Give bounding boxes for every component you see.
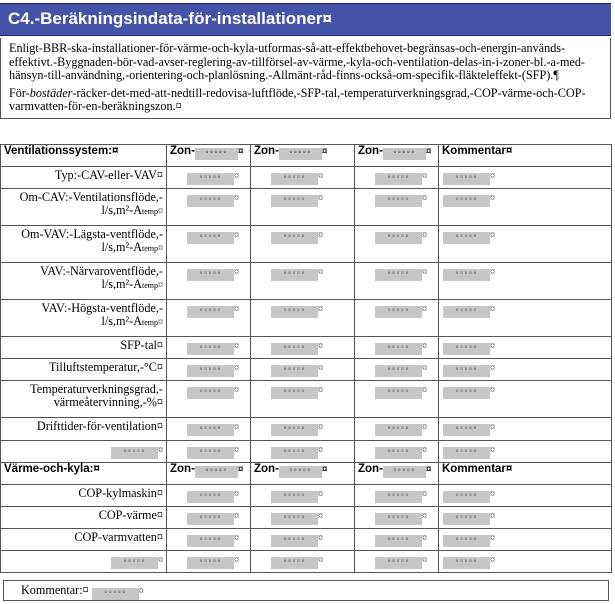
zone-name-field[interactable]: °°°°°: [383, 148, 426, 160]
value-cell: °°°°° ¤: [167, 441, 251, 463]
comment-cell: °°°°° ¤: [439, 263, 612, 300]
value-cell: °°°°° ¤: [355, 485, 439, 507]
zone-header: Zon- °°°°° ¤: [355, 145, 439, 167]
value-field[interactable]: °°°°°: [375, 173, 422, 185]
zone-header: Zon- °°°°° ¤: [251, 463, 355, 485]
value-cell: °°°°° ¤: [167, 359, 251, 381]
value-field[interactable]: °°°°°: [187, 557, 234, 569]
value-cell: °°°°° ¤: [355, 441, 439, 463]
value-field[interactable]: °°°°°: [375, 365, 422, 377]
comment-field[interactable]: °°°°°: [443, 343, 490, 355]
comment-cell: °°°°° ¤: [439, 359, 612, 381]
value-cell: °°°°° ¤: [251, 381, 355, 418]
value-field[interactable]: °°°°°: [271, 269, 318, 281]
comment-field[interactable]: °°°°°: [443, 269, 490, 281]
section-title: C4.-Beräkningsindata-för-installationer¤: [8, 9, 333, 28]
value-field[interactable]: °°°°°: [271, 424, 318, 436]
table-row: [1, 381, 612, 418]
table-row: [1, 418, 612, 441]
value-cell: °°°°° ¤: [251, 337, 355, 359]
value-field[interactable]: °°°°°: [187, 424, 234, 436]
value-cell: °°°°° ¤: [167, 529, 251, 551]
value-cell: °°°°° ¤: [355, 529, 439, 551]
value-cell: °°°°° ¤: [251, 167, 355, 189]
comment-cell: °°°°° ¤: [439, 226, 612, 263]
value-cell: °°°°° ¤: [251, 263, 355, 300]
value-field[interactable]: °°°°°: [271, 513, 318, 525]
value-cell: °°°°° ¤: [355, 359, 439, 381]
ventilation-header: Ventilationssystem:¤: [1, 145, 167, 167]
value-cell: °°°°° ¤: [355, 381, 439, 418]
table-row: [1, 359, 612, 381]
value-cell: °°°°° ¤: [167, 189, 251, 226]
value-field[interactable]: °°°°°: [375, 387, 422, 399]
row-label: SFP-tal¤: [1, 337, 167, 359]
value-field[interactable]: °°°°°: [271, 535, 318, 547]
value-field[interactable]: °°°°°: [187, 269, 234, 281]
value-cell: °°°°° ¤: [355, 551, 439, 573]
comment-field[interactable]: °°°°°: [443, 424, 490, 436]
zone-name-field[interactable]: °°°°°: [383, 466, 426, 478]
value-field[interactable]: °°°°°: [271, 447, 318, 459]
value-field[interactable]: °°°°°: [187, 491, 234, 503]
heating-header-row: [1, 463, 612, 485]
value-field[interactable]: °°°°°: [375, 424, 422, 436]
value-field[interactable]: °°°°°: [375, 447, 422, 459]
value-cell: °°°°° ¤: [167, 337, 251, 359]
value-field[interactable]: °°°°°: [375, 195, 422, 207]
value-cell: °°°°° ¤: [355, 263, 439, 300]
comment-field[interactable]: °°°°°: [92, 588, 139, 600]
table-row: [1, 551, 612, 573]
value-cell: °°°°° ¤: [251, 189, 355, 226]
value-cell: °°°°° ¤: [355, 226, 439, 263]
value-field[interactable]: °°°°°: [375, 535, 422, 547]
comment-field[interactable]: °°°°°: [443, 513, 490, 525]
row-label: COP-varmvatten¤: [1, 529, 167, 551]
value-field[interactable]: °°°°°: [187, 195, 234, 207]
installation-table: [0, 144, 612, 573]
zone-header: Zon- °°°°° ¤: [167, 463, 251, 485]
value-field[interactable]: °°°°°: [187, 306, 234, 318]
value-cell: °°°°° ¤: [167, 507, 251, 529]
comment-header: Kommentar¤: [439, 463, 612, 485]
comment-cell: °°°°° ¤: [439, 441, 612, 463]
value-cell: °°°°° ¤: [167, 418, 251, 441]
ventilation-header-row: [1, 145, 612, 167]
zone-name-field[interactable]: °°°°°: [195, 148, 238, 160]
comment-cell: °°°°° ¤: [439, 551, 612, 573]
value-field[interactable]: °°°°°: [271, 343, 318, 355]
intro-text: [0, 38, 611, 119]
value-cell: °°°°° ¤: [167, 263, 251, 300]
row-label: Drifttider-för-ventilation¤: [1, 418, 167, 441]
row-label: °°°°° ¤: [1, 441, 167, 463]
value-field[interactable]: °°°°°: [271, 491, 318, 503]
zone-header: Zon- °°°°° ¤: [251, 145, 355, 167]
value-cell: °°°°° ¤: [251, 300, 355, 337]
value-cell: °°°°° ¤: [251, 226, 355, 263]
comment-cell: °°°°° ¤: [439, 337, 612, 359]
value-field[interactable]: °°°°°: [187, 535, 234, 547]
row-label: Om-CAV:-Ventilationsflöde,- l/s,m²-Atemp¤: [1, 189, 167, 226]
comment-cell: °°°°° ¤: [439, 381, 612, 418]
section-title-bar: [0, 3, 611, 36]
value-cell: °°°°° ¤: [355, 167, 439, 189]
table-row: [1, 300, 612, 337]
comment-field[interactable]: °°°°°: [443, 173, 490, 185]
row-label: VAV:-Närvaroventflöde,- l/s,m²-Atemp¤: [1, 263, 167, 300]
value-cell: °°°°° ¤: [355, 337, 439, 359]
value-field[interactable]: °°°°°: [375, 557, 422, 569]
comment-field[interactable]: °°°°°: [443, 447, 490, 459]
value-cell: °°°°° ¤: [355, 507, 439, 529]
comment-field[interactable]: °°°°°: [443, 306, 490, 318]
comment-field[interactable]: °°°°°: [443, 195, 490, 207]
value-cell: °°°°° ¤: [251, 418, 355, 441]
value-cell: °°°°° ¤: [251, 359, 355, 381]
table-row: [1, 226, 612, 263]
row-label: COP-värme¤: [1, 507, 167, 529]
comment-header: Kommentar¤: [439, 145, 612, 167]
value-field[interactable]: °°°°°: [375, 306, 422, 318]
value-field[interactable]: °°°°°: [271, 557, 318, 569]
value-cell: °°°°° ¤: [167, 551, 251, 573]
value-field[interactable]: °°°°°: [187, 387, 234, 399]
value-cell: °°°°° ¤: [167, 226, 251, 263]
table-row: [1, 507, 612, 529]
value-field[interactable]: °°°°°: [375, 491, 422, 503]
zone-name-field[interactable]: °°°°°: [195, 466, 238, 478]
value-cell: °°°°° ¤: [167, 167, 251, 189]
comment-field[interactable]: °°°°°: [443, 387, 490, 399]
comment-field[interactable]: °°°°°: [443, 365, 490, 377]
value-cell: °°°°° ¤: [167, 381, 251, 418]
table-row: [1, 167, 612, 189]
row-label: Temperaturverkningsgrad,- värmeåtervinning,-%¤: [1, 381, 167, 418]
comment-cell: °°°°° ¤: [439, 507, 612, 529]
zone-header: Zon- °°°°° ¤: [167, 145, 251, 167]
table-row: [1, 441, 612, 463]
row-label: Tilluftstemperatur,-°C¤: [1, 359, 167, 381]
row-label: COP-kylmaskin¤: [1, 485, 167, 507]
comment-field[interactable]: °°°°°: [443, 491, 490, 503]
value-field[interactable]: °°°°°: [375, 269, 422, 281]
table-row: [1, 189, 612, 226]
intro-paragraph-1: Enligt-BBR-ska-installationer-för-värme-och-kyla-utformas-så-att-effektbehovet-begränsas-och-energin-används-effektivt.-Byggnaden-bör-vad-avser-reglering-av-tillförsel-av-värme,-kyla-och-ventilation-delas-in-i-zoner-bl.-a-med-hänsyn-till-användning,-orientering-och-planlösning.-Allmänt-råd-finns-också-om-specifik-fläkteleffekt-(SFP).¶: [9, 41, 585, 83]
value-field[interactable]: °°°°°: [375, 232, 422, 244]
value-field[interactable]: °°°°°: [187, 173, 234, 185]
value-field[interactable]: °°°°°: [375, 343, 422, 355]
value-field[interactable]: °°°°°: [271, 195, 318, 207]
value-field[interactable]: °°°°°: [375, 513, 422, 525]
value-cell: °°°°° ¤: [355, 300, 439, 337]
zone-name-field[interactable]: °°°°°: [279, 466, 322, 478]
value-field[interactable]: °°°°°: [271, 387, 318, 399]
value-cell: °°°°° ¤: [167, 485, 251, 507]
value-field[interactable]: °°°°°: [187, 232, 234, 244]
comment-cell: °°°°° ¤: [439, 167, 612, 189]
label-field[interactable]: °°°°°: [111, 447, 158, 459]
value-cell: °°°°° ¤: [251, 485, 355, 507]
heating-header: Värme-och-kyla:¤: [1, 463, 167, 485]
value-cell: °°°°° ¤: [251, 529, 355, 551]
row-label: °°°°° ¤: [1, 551, 167, 573]
value-field[interactable]: °°°°°: [187, 513, 234, 525]
row-label: VAV:-Högsta-ventflöde,- l/s,m²-Atemp¤: [1, 300, 167, 337]
value-field[interactable]: °°°°°: [271, 306, 318, 318]
comment-cell: °°°°° ¤: [439, 529, 612, 551]
table-row: [1, 529, 612, 551]
comment-field[interactable]: °°°°°: [443, 535, 490, 547]
table-row: [1, 263, 612, 300]
comment-cell: °°°°° ¤: [439, 189, 612, 226]
value-cell: °°°°° ¤: [251, 507, 355, 529]
comment-field[interactable]: °°°°°: [443, 557, 490, 569]
intro-paragraph-2: För-bostäder-räcker-det-med-att-nedtill-redovisa-luftflöde,-SFP-tal,-temperaturverkningsgrad,-COP-värme-och-COP-varmvatten-för-en-beräkningszon.¤: [9, 85, 586, 114]
label-field[interactable]: °°°°°: [111, 557, 158, 569]
value-cell: °°°°° ¤: [355, 418, 439, 441]
value-cell: °°°°° ¤: [355, 189, 439, 226]
value-field[interactable]: °°°°°: [187, 365, 234, 377]
comment-field[interactable]: °°°°°: [443, 232, 490, 244]
row-label: Typ:-CAV-eller-VAV¤: [1, 167, 167, 189]
value-cell: °°°°° ¤: [167, 300, 251, 337]
row-label: Om-VAV:-Lägsta-ventflöde,- l/s,m²-Atemp¤: [1, 226, 167, 263]
value-cell: °°°°° ¤: [251, 441, 355, 463]
value-field[interactable]: °°°°°: [187, 343, 234, 355]
zone-header: Zon- °°°°° ¤: [355, 463, 439, 485]
value-cell: °°°°° ¤: [251, 551, 355, 573]
zone-name-field[interactable]: °°°°°: [279, 148, 322, 160]
table-row: [1, 485, 612, 507]
comment-cell: °°°°° ¤: [439, 300, 612, 337]
comment-label: Kommentar:¤: [21, 583, 89, 597]
value-field[interactable]: °°°°°: [271, 173, 318, 185]
comment-row: Kommentar:¤ °°°°° ¤: [3, 580, 609, 601]
value-field[interactable]: °°°°°: [271, 365, 318, 377]
comment-cell: °°°°° ¤: [439, 418, 612, 441]
value-field[interactable]: °°°°°: [271, 232, 318, 244]
table-row: [1, 337, 612, 359]
value-field[interactable]: °°°°°: [187, 447, 234, 459]
comment-cell: °°°°° ¤: [439, 485, 612, 507]
